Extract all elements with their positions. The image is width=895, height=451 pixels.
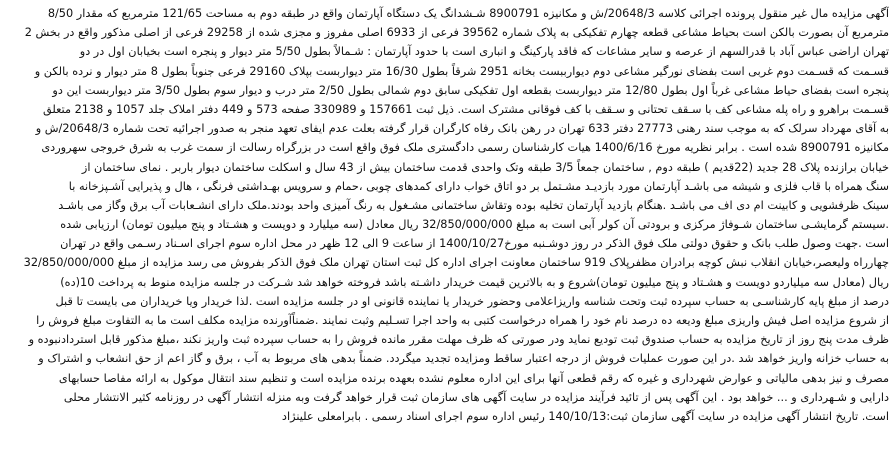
- notice-line: به آقای مهرداد سرلک که به موجب سند رهنی 27773 دفتر 633 تهران در رهن بانک رفاه کارگران قرار گرفته بعلت عدم ایفای تعهد منجر به صدور اجرائیه تحت شماره 20648/3/ش و: [35, 122, 889, 136]
- notice-line: از شروع مزایده اصل فیش واریزی مبلغ ودیعه ده درصد نام خود را همراه درخواست کتبی به واحد اجرا تسـلیم وثبت نمایند .ضمناًآورنده مزایده مکلف است ما به التفاوت مبلغ فروش را: [36, 314, 889, 327]
- notice-line: تهران اراضی عباس آباد با قدرالسهم از عرصه و سایر مشاعات که فاقد پارکینگ و انباری است با حدود آپارتمان : شـمالاً بطول 5/50 متر دیوار و پنجره است بخیابان اول در دو: [79, 45, 889, 59]
- notice-line: قسـمت براهرو و راه پله مشاعی کف با سـقف تحتانی و سـقف با کف فوقانی مشترک است. ذیل ثبت 157661 و 330989 صفحه 573 و 449 دفتر املاک جلد 1057 و 2138 متعلق: [42, 102, 889, 116]
- notice-line: سنگ همراه با قاب فلزی و شیشه می باشـد آپارتمان مورد بازدیـد مشـتمل بر دو اتاق خواب دارای کمدهای چوبی ،حمام و سرویس بهـداشتی فرنگی ، هال و پذیرایی آشـپزخانه با: [68, 179, 889, 193]
- notice-line: مصرف و نیز بدهی مالیاتی و عوارض شهرداری و غیره که رقم قطعی آنها برای این اداره معلوم نشده بعهده برنده مزایده است و تنظیم سند انتقال موکول به ارائه مفاصا حسابهای: [58, 371, 889, 385]
- notice-line: ریال (معادل سه میلیاردو دویست و هشـتاد و پنج میلیون تومان)شروع و به بالاترین قیمت خریدار داشـته باشد فروخته خواهد شد شـرکت در جلسه مزایده منوط به پرداخت 10(ده): [60, 275, 889, 289]
- notice-line: است. تاریخ انتشار آگهی مزایده در سایت آگهی سازمان ثبت:140/10/13 رئیس اداره سوم اجرای اسناد رسمی . بابرامعلی علینژاد: [281, 409, 889, 423]
- notice-line: سینک ظرفشویی و کابینت ام دی اف می باشـد .هنگام بازدید آپارتمان تخلیه بوده وتقاش ساختمانی مشـغول به رنگ آمیزی واحد بودند.ملک دارای انشـعابات آب برق وگاز می باشـد: [58, 198, 889, 212]
- notice-line: آگهی مزایده مال غیر منقول پرونده اجرائی کلاسه 20648/3/ش و مکانیزه 8900791 شـشدانگ یک دستگاه آپارتمان واقع در طبقه دوم به مساحت 121/65 مترمربع که مقدار 8/50: [47, 7, 889, 20]
- auction-notice-text: [6, 4, 889, 426]
- notice-line: ظرف مدت پنج روز از تاریخ مزایده به حساب صندوق ثبت تودیع نماید ودر صورتی که ظرف مهلت مقرر مانده فروش را به حساب سپرده ثبت واریز نکند ،مبلغ مذکور قابل استردادنبوده و: [28, 333, 889, 347]
- notice-line: مکانیزه 8900791 شده است . برابر نظریه مورخ 1400/6/16 هیات کارشناسان رسمی دادگستری ملک فوق واقع است در بزرگراه رسالت از سمت غرب به شرق خروجی سهروردی: [41, 141, 889, 155]
- notice-line: .سیستم گرمایشـی ساختمان شـوفاژ مرکزی و برودتی آن کولر آبی است به مبلغ 32/850/000/000 ریال معادل (سه میلیارد و دویست و هشـتاد و پنج میلیون تومان) ارزیابی شده: [60, 218, 889, 232]
- notice-line: است .جهت وصول طلب بانک و حقوق دولتی ملک فوق الذکر در روز دوشـنبه مورخ1400/10/27 از ساعت 9 الی 12 ظهر در محل اداره سوم اجرای اسـناد رسـمی واقع در تهران: [60, 237, 889, 251]
- notice-line: چهارراه ولیعصر،خیابان انقلاب نبش کوچه برادران مظفرپلاک 919 ساختمان معاونت اجرای اداره کل ثبت استان تهران ملک فوق الذکر بفروش می رسد مزایده از مبلغ 32/850/000/000: [23, 256, 889, 270]
- notice-line: مترمربع آن بصورت بالکن است بحیاط مشاعی قطعه چهارم تفکیکی به پلاک شماره 39562 فرعی از 6933 اصلی مفروز و مجزی شده از 29258 فرعی از اصلی مذکور واقع در بخش 2: [24, 26, 889, 40]
- notice-line: درصد از مبلغ پایه کارشناسـی به حساب سپرده ثبت وتحت شناسه واریزاعلامی وحضور خریدار یا نماینده قانونی او در جلسه مزایده است .لذا خریدار ویا خریداران می بایست تا قبل: [55, 294, 889, 308]
- notice-line: خیابان برازنده پلاک 28 جدید (22قدیم ) طبقه دوم , ساختمان جمعاً 3/5 طبقه وتک واحدی قدمت ساختمان بیش از 43 سال و اسکلت ساختمان دیوار باربر . نمای ساختمان از: [81, 160, 889, 174]
- notice-line: به حساب خزانه واریز خواهد شد .در این صورت عملیات فروش از درجه اعتبار ساقط ومزایده تجدید میگردد. ضمناً بدهی های مربوط به آب ، برق و گاز اعم از حق انشعاب و اشتراک و: [38, 352, 889, 366]
- notice-line: قسـمت که قسـمت دوم غربی است بفضای نورگیر مشاعی دوم دیوارببست بخانه 2951 شرقاً بطول 16/30 متر دیواربست بپلاک 29160 فرعی جنوباً بطول 8 متر دیوار و نرده بالکن و: [34, 64, 889, 78]
- notice-line: دارایی و شـهرداری و ... خواهد بود . این آگهی پس از تائید فرآیند مزایده در سایت آگهی های سازمان ثبت قرار خواهد گرفت وبه منزله انتشار آگهی در روزنامه کثیر الانتشار محلی: [63, 390, 889, 404]
- notice-line: پنجره است بفضای حیاط مشاعی غرباً اول بطول 12/80 متر دیواربست بقطعه اول تفکیکی سابق دوم شمالی بطول 2/50 متر درب و دیوار سوم بطول 3/50 متر دیواربست این دو: [52, 83, 889, 97]
